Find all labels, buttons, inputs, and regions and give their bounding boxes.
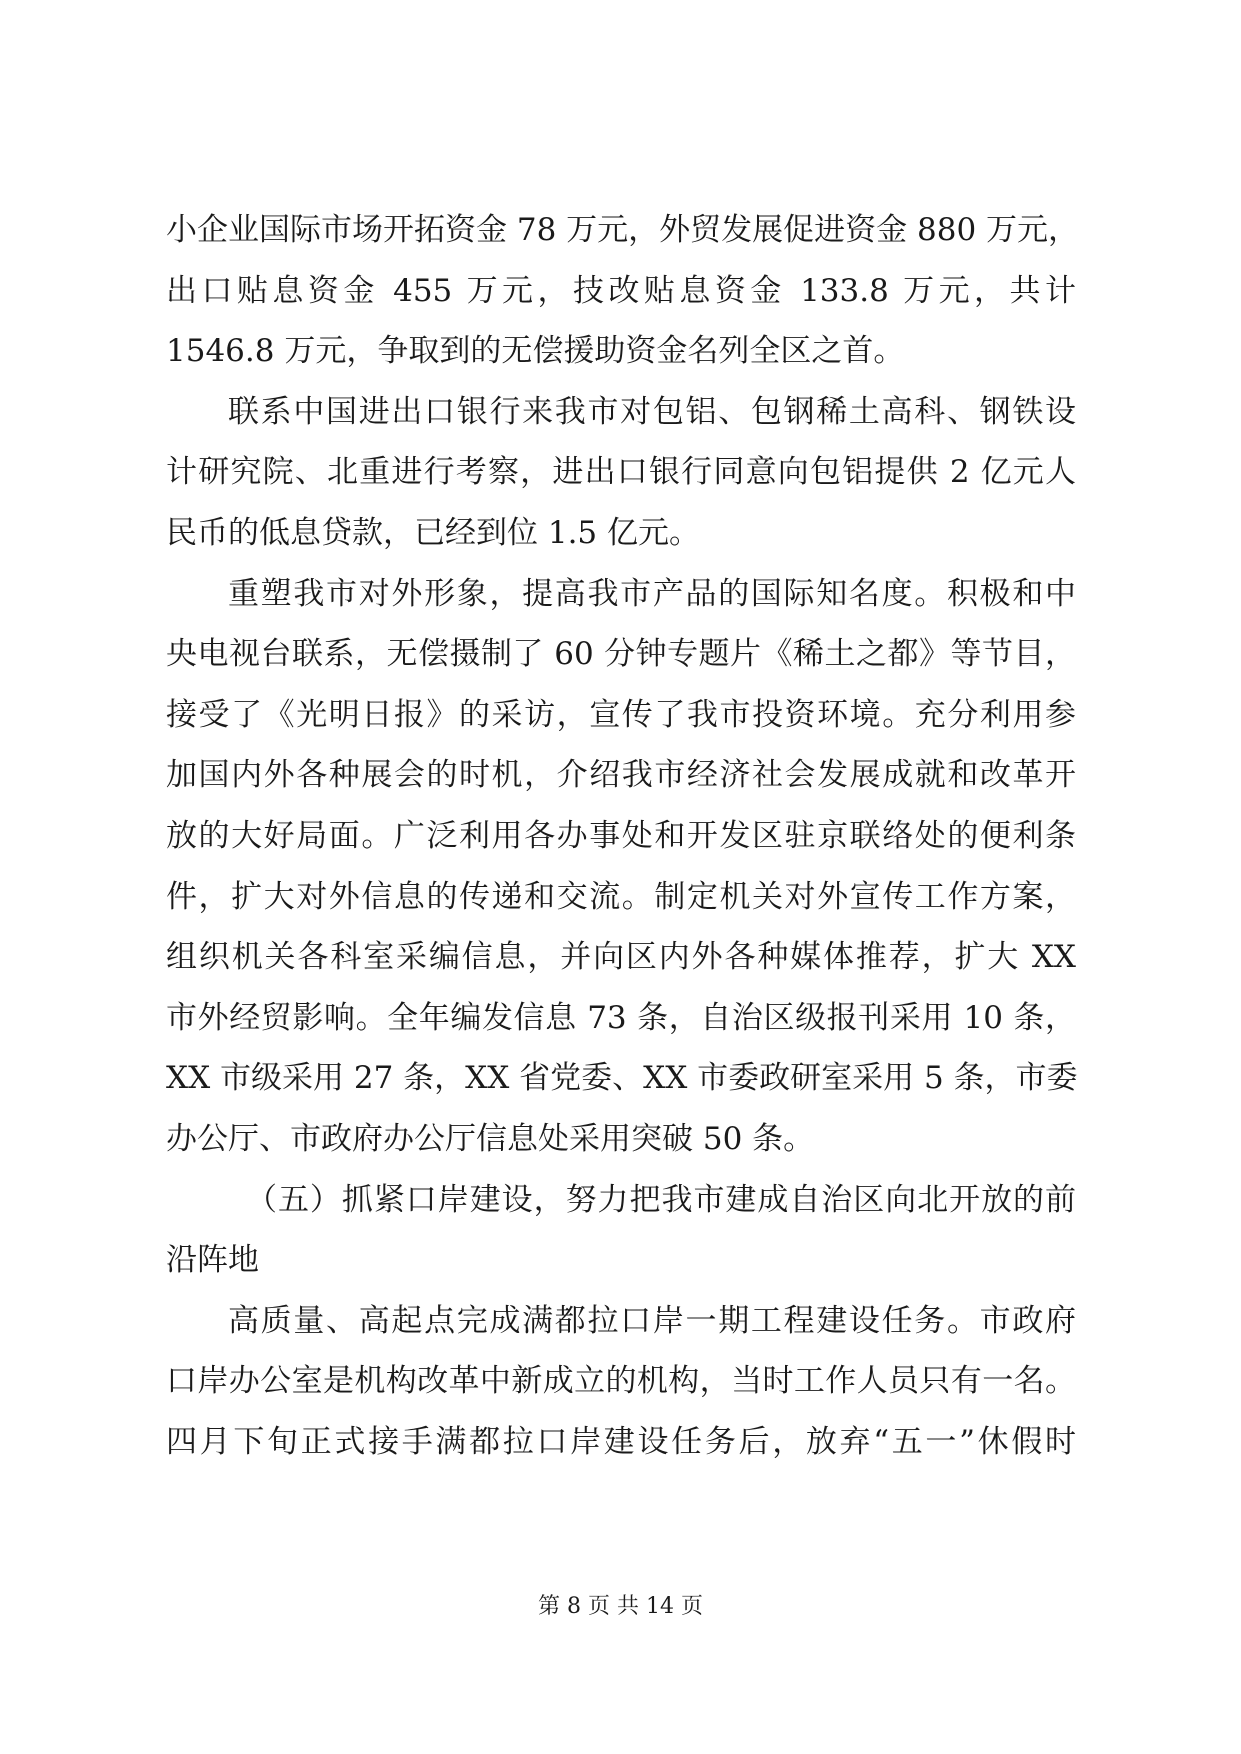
text-line: 高质量、高起点完成满都拉口岸一期工程建设任务。市政府 [228,1302,1076,1339]
text-line: 口岸办公室是机构改革中新成立的机构，当时工作人员只有一名。 [166,1363,1076,1400]
text-line: 民币的低息贷款，已经到位 1.5 亿元。 [166,514,701,551]
text-line: 联系中国进出口银行来我市对包铝、包钢稀土高科、钢铁设 [228,393,1076,430]
text-line: 办公厅、市政府办公厅信息处采用突破 50 条。 [166,1120,815,1157]
text-line: XX 市级采用 27 条，XX 省党委、XX 市委政研室采用 5 条，市委 [166,1060,1078,1097]
text-line: 加国内外各种展会的时机，介绍我市经济社会发展成就和改革开 [166,757,1076,794]
section-heading-line: 沿阵地 [166,1242,259,1279]
body-text [166,200,1080,1472]
text-line: 1546.8 万元，争取到的无偿援助资金名列全区之首。 [166,333,905,370]
text-line: 计研究院、北重进行考察，进出口银行同意向包铝提供 2 亿元人 [166,454,1076,491]
page-number-footer: 第 8 页 共 14 页 [538,1594,703,1619]
text-line: 重塑我市对外形象，提高我市产品的国际知名度。积极和中 [228,575,1076,612]
text-line: 组织机关各科室采编信息，并向区内外各种媒体推荐，扩大 XX [166,939,1076,976]
text-line: 件，扩大对外信息的传递和交流。制定机关对外宣传工作方案， [166,878,1076,915]
section-heading-line: （五）抓紧口岸建设，努力把我市建成自治区向北开放的前 [246,1181,1076,1218]
text-line: 出口贴息资金 455 万元，技改贴息资金 133.8 万元，共计 [166,272,1076,309]
text-line: 接受了《光明日报》的采访，宣传了我市投资环境。充分利用参 [166,696,1076,733]
text-line: 小企业国际市场开拓资金 78 万元，外贸发展促进资金 880 万元， [166,212,1080,248]
text-line: 央电视台联系，无偿摄制了 60 分钟专题片《稀土之都》等节目， [166,636,1076,673]
text-line: 四月下旬正式接手满都拉口岸建设任务后，放弃“五一”休假时 [166,1423,1076,1460]
text-line: 市外经贸影响。全年编发信息 73 条，自治区级报刊采用 10 条， [166,999,1076,1036]
text-line: 放的大好局面。广泛利用各办事处和开发区驻京联络处的便利条 [166,817,1076,854]
